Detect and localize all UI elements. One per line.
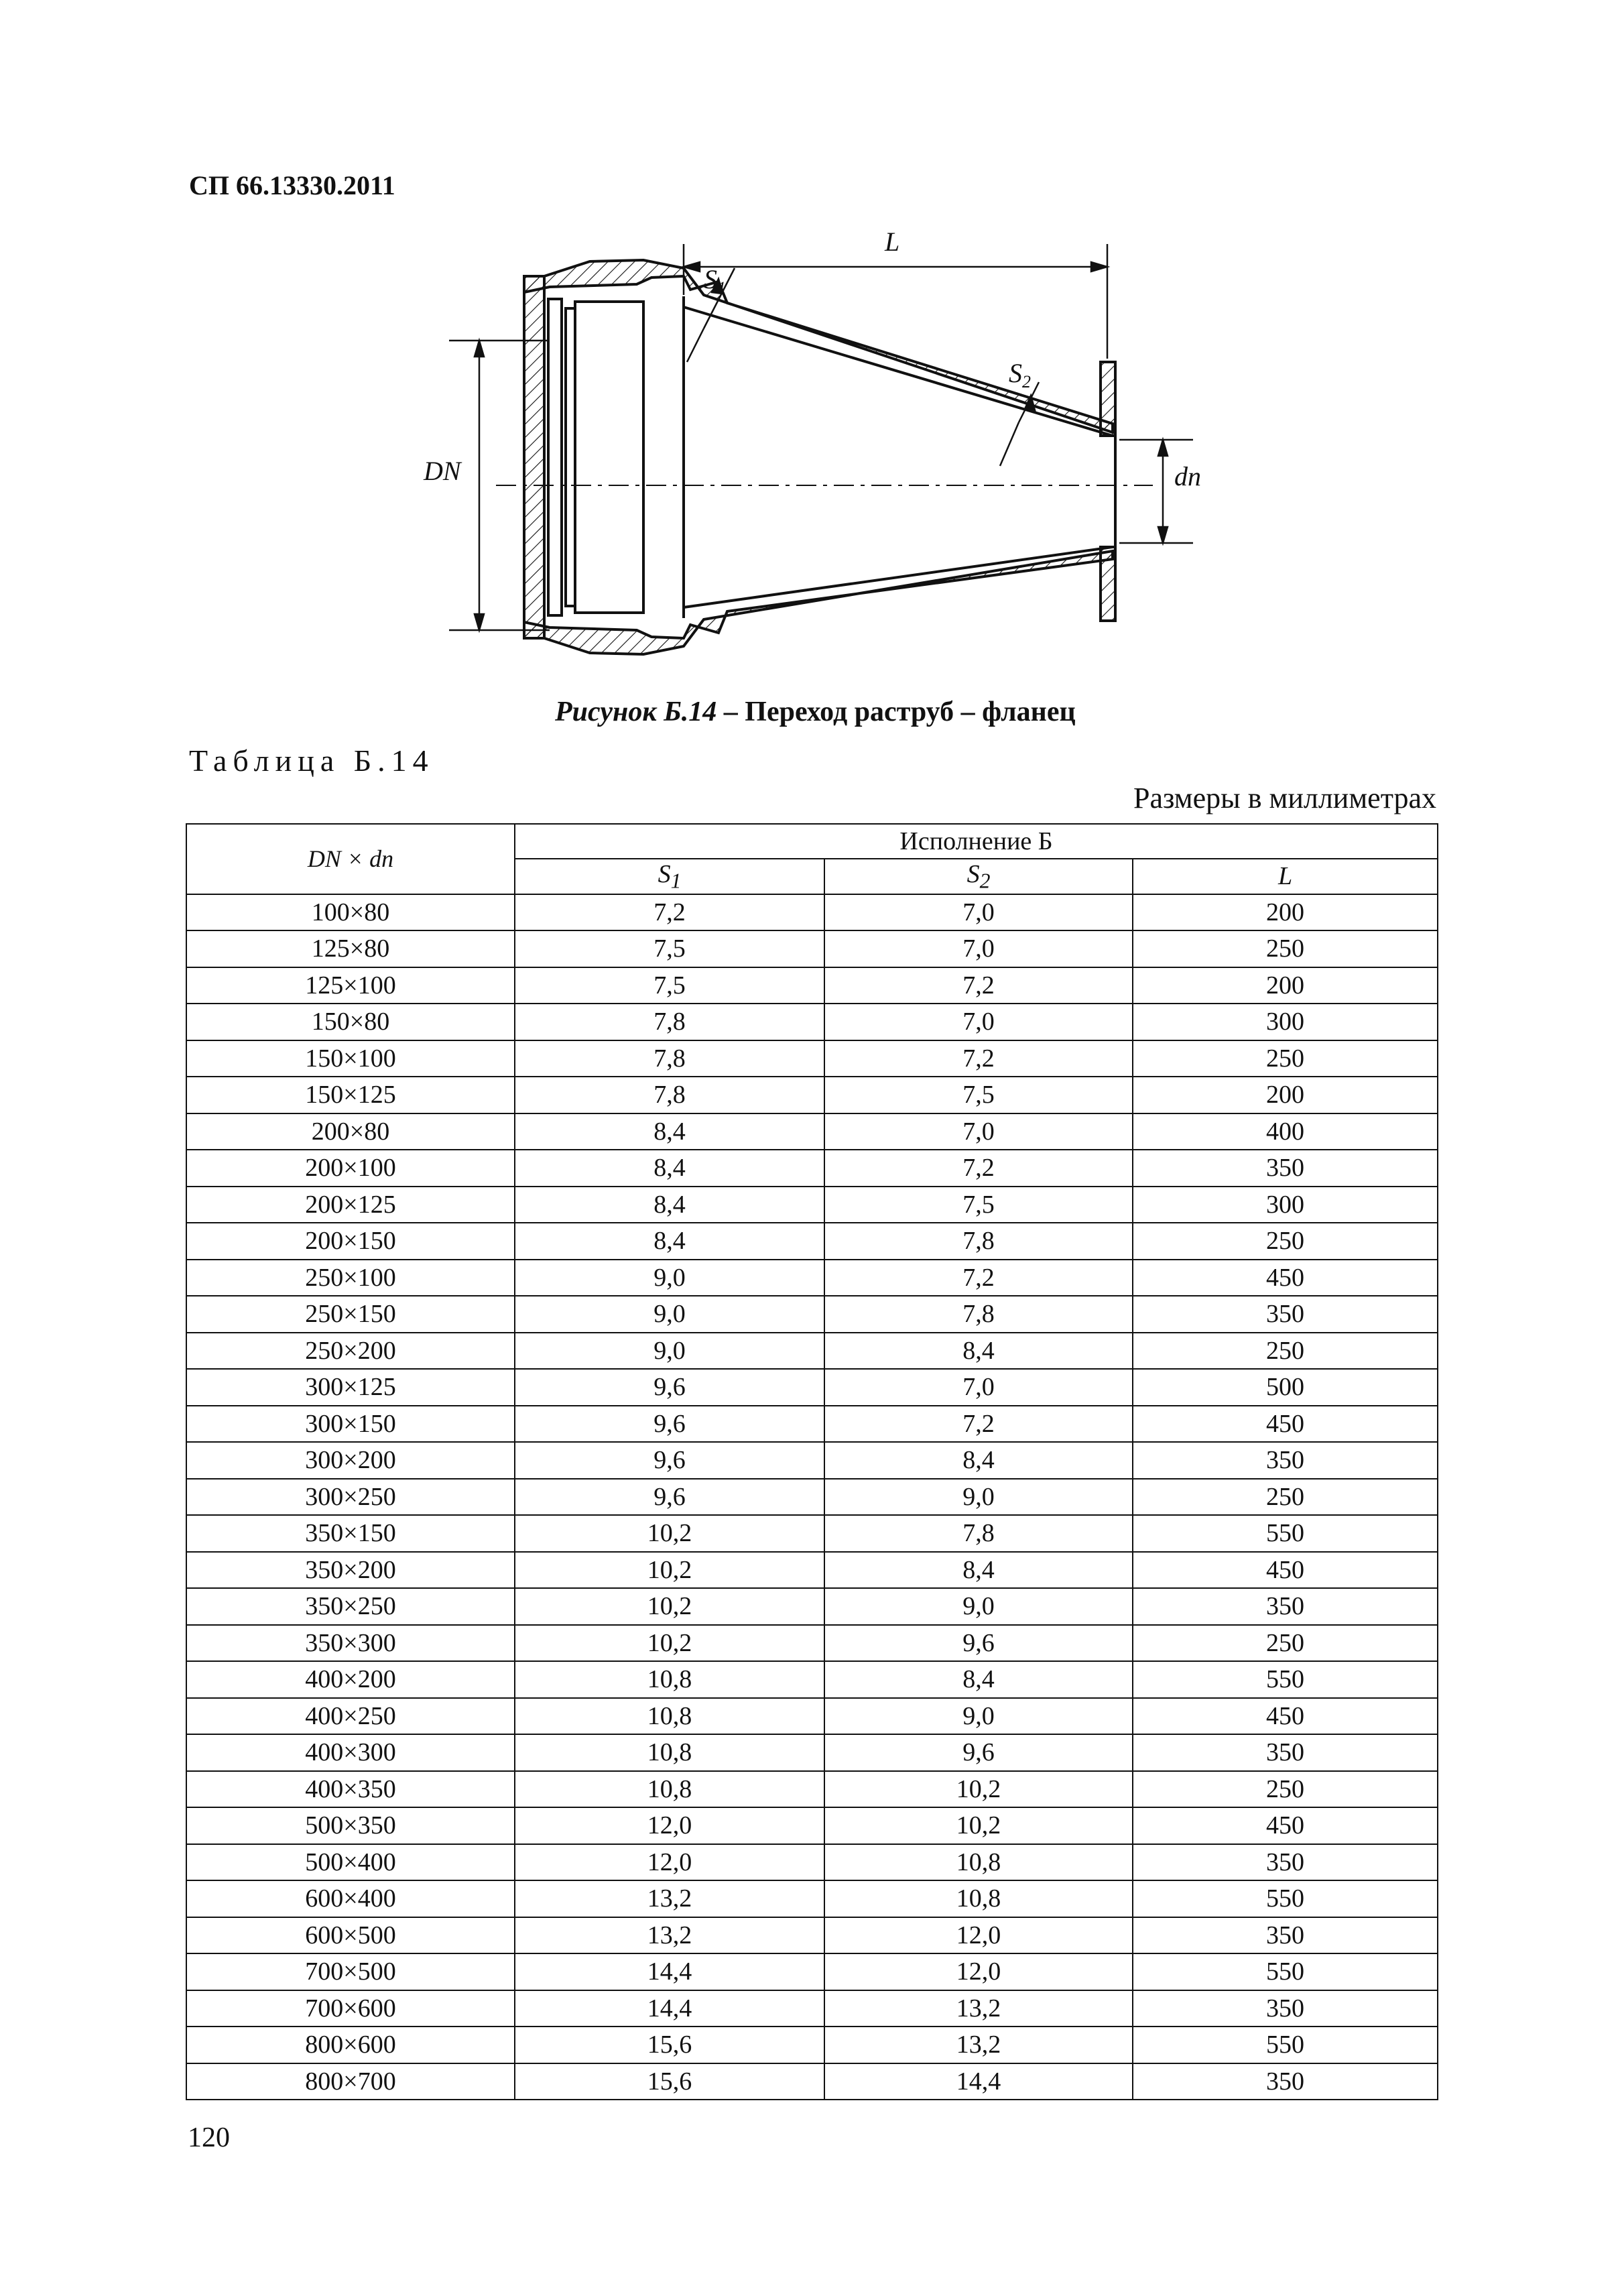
cell-s1: 8,4: [515, 1150, 824, 1187]
table-row: [186, 1077, 1438, 1113]
cell-s1: 8,4: [515, 1223, 824, 1260]
cell-s1: 10,8: [515, 1661, 824, 1698]
table-row: [186, 967, 1438, 1004]
table-row: [186, 1807, 1438, 1844]
cell-dn-dn: 400×250: [186, 1698, 515, 1735]
cell-l: 550: [1133, 2027, 1438, 2063]
cell-s2: 12,0: [824, 1917, 1133, 1954]
cell-s1: 10,8: [515, 1771, 824, 1808]
cell-dn-dn: 125×80: [186, 930, 515, 967]
label-S2: $S_2$: [1009, 358, 1031, 391]
cell-s1: 9,0: [515, 1260, 824, 1296]
header-s1: $S_1$: [515, 859, 824, 894]
table-row: [186, 1698, 1438, 1735]
cell-s1: 9,0: [515, 1333, 824, 1370]
label-S1: $S_1$: [704, 264, 726, 298]
table-title: Таблица Б.14: [189, 743, 434, 778]
cell-s1: 9,6: [515, 1369, 824, 1406]
socket-bore: [575, 302, 643, 613]
cell-s1: 10,8: [515, 1698, 824, 1735]
cell-s2: 7,8: [824, 1223, 1133, 1260]
cell-l: 300: [1133, 1004, 1438, 1040]
cell-l: 550: [1133, 1880, 1438, 1917]
table-units: Размеры в миллиметрах: [1133, 782, 1436, 814]
cell-l: 250: [1133, 1625, 1438, 1662]
cell-s2: 9,6: [824, 1734, 1133, 1771]
cell-l: 500: [1133, 1369, 1438, 1406]
table-row: [186, 2027, 1438, 2063]
cell-l: 450: [1133, 1406, 1438, 1443]
cell-s2: 7,2: [824, 1040, 1133, 1077]
cell-l: 450: [1133, 1698, 1438, 1735]
cell-l: 250: [1133, 1223, 1438, 1260]
table-row: [186, 894, 1438, 931]
cell-s2: 12,0: [824, 1953, 1133, 1990]
cell-s1: 9,0: [515, 1296, 824, 1333]
cell-l: 200: [1133, 1077, 1438, 1113]
label-L: L: [885, 228, 900, 257]
cell-dn-dn: 250×150: [186, 1296, 515, 1333]
table-row: [186, 1661, 1438, 1698]
cell-s2: 8,4: [824, 1552, 1133, 1589]
cell-s1: 12,0: [515, 1844, 824, 1881]
cone-bottom-inner: [684, 547, 1113, 607]
cell-dn-dn: 600×500: [186, 1917, 515, 1954]
cell-dn-dn: 600×400: [186, 1880, 515, 1917]
cell-s2: 9,0: [824, 1588, 1133, 1625]
cell-s1: 10,2: [515, 1625, 824, 1662]
cell-l: 250: [1133, 1479, 1438, 1516]
cell-dn-dn: 350×150: [186, 1515, 515, 1552]
cell-s1: 9,6: [515, 1406, 824, 1443]
figure-caption: [555, 696, 1076, 728]
cell-l: 350: [1133, 1990, 1438, 2027]
cell-s1: 8,4: [515, 1113, 824, 1150]
cell-s1: 7,2: [515, 894, 824, 931]
cell-s2: 8,4: [824, 1661, 1133, 1698]
cell-l: 350: [1133, 1734, 1438, 1771]
label-DN: DN: [424, 456, 461, 486]
cell-s2: 8,4: [824, 1333, 1133, 1370]
cell-l: 550: [1133, 1661, 1438, 1698]
cell-dn-dn: 400×300: [186, 1734, 515, 1771]
cell-l: 550: [1133, 1515, 1438, 1552]
cell-s2: 10,2: [824, 1807, 1133, 1844]
cell-dn-dn: 300×150: [186, 1406, 515, 1443]
cell-dn-dn: 700×500: [186, 1953, 515, 1990]
table-row: [186, 1333, 1438, 1370]
cell-dn-dn: 500×350: [186, 1807, 515, 1844]
cell-s1: 7,5: [515, 967, 824, 1004]
cell-dn-dn: 250×200: [186, 1333, 515, 1370]
table-row: [186, 1113, 1438, 1150]
table-body: [186, 894, 1438, 2100]
cell-s1: 9,6: [515, 1442, 824, 1479]
cell-dn-dn: 150×125: [186, 1077, 515, 1113]
cell-dn-dn: 200×125: [186, 1187, 515, 1223]
cell-s1: 10,8: [515, 1734, 824, 1771]
cell-l: 450: [1133, 1552, 1438, 1589]
table-row: [186, 1004, 1438, 1040]
table-row: [186, 1187, 1438, 1223]
table-row: [186, 1260, 1438, 1296]
table-row: [186, 1552, 1438, 1589]
table-row: [186, 1990, 1438, 2027]
cell-s2: 7,0: [824, 1113, 1133, 1150]
flange-bottom: [1101, 547, 1115, 621]
cell-l: 350: [1133, 1296, 1438, 1333]
table-row: [186, 1369, 1438, 1406]
cell-l: 250: [1133, 1333, 1438, 1370]
cell-dn-dn: 200×150: [186, 1223, 515, 1260]
table-row: [186, 1734, 1438, 1771]
cell-s2: 7,8: [824, 1296, 1133, 1333]
cell-dn-dn: 100×80: [186, 894, 515, 931]
cell-s1: 7,8: [515, 1077, 824, 1113]
table-row: [186, 1040, 1438, 1077]
cell-s1: 10,2: [515, 1515, 824, 1552]
header-s2: $S_2$: [824, 859, 1133, 894]
cell-dn-dn: 350×300: [186, 1625, 515, 1662]
cell-l: 350: [1133, 1442, 1438, 1479]
table-row: [186, 930, 1438, 967]
cell-s1: 9,6: [515, 1479, 824, 1516]
cell-dn-dn: 125×100: [186, 967, 515, 1004]
cell-l: 450: [1133, 1807, 1438, 1844]
cell-s2: 10,2: [824, 1771, 1133, 1808]
technical-drawing: [416, 228, 1220, 711]
cell-s1: 14,4: [515, 1953, 824, 1990]
cell-l: 200: [1133, 894, 1438, 931]
cell-dn-dn: 250×100: [186, 1260, 515, 1296]
cell-s2: 13,2: [824, 1990, 1133, 2027]
reducer-drawing: [416, 228, 1220, 711]
socket-ring-2: [566, 308, 575, 606]
cell-dn-dn: 200×100: [186, 1150, 515, 1187]
cell-s1: 10,2: [515, 1552, 824, 1589]
cell-s1: 8,4: [515, 1187, 824, 1223]
cell-s1: 7,8: [515, 1040, 824, 1077]
cell-dn-dn: 400×350: [186, 1771, 515, 1808]
cell-s2: 7,0: [824, 894, 1133, 931]
document-code: СП 66.13330.2011: [189, 170, 395, 200]
figure-number: Рисунок Б.14: [555, 697, 717, 727]
dimensions-table: [186, 823, 1438, 2100]
flange-top: [1101, 362, 1115, 436]
cell-l: 250: [1133, 1771, 1438, 1808]
cell-l: 300: [1133, 1187, 1438, 1223]
table-row: [186, 1625, 1438, 1662]
table-row: [186, 1223, 1438, 1260]
cell-s2: 7,2: [824, 967, 1133, 1004]
cell-l: 400: [1133, 1113, 1438, 1150]
table-row: [186, 1588, 1438, 1625]
table-row: [186, 1953, 1438, 1990]
cell-s1: 13,2: [515, 1917, 824, 1954]
socket-outer: [524, 276, 544, 638]
figure-title: – Переход раструб – фланец: [716, 697, 1076, 727]
cell-s2: 7,2: [824, 1150, 1133, 1187]
cell-s2: 8,4: [824, 1442, 1133, 1479]
cell-s1: 14,4: [515, 1990, 824, 2027]
header-dn-dn: DN × dn: [186, 824, 515, 894]
cell-dn-dn: 700×600: [186, 1990, 515, 2027]
cell-l: 550: [1133, 1953, 1438, 1990]
cell-dn-dn: 500×400: [186, 1844, 515, 1881]
cell-dn-dn: 300×250: [186, 1479, 515, 1516]
table-row: [186, 1150, 1438, 1187]
cell-s2: 9,6: [824, 1625, 1133, 1662]
cell-l: 350: [1133, 2063, 1438, 2100]
cell-s1: 7,5: [515, 930, 824, 967]
cell-s2: 9,0: [824, 1698, 1133, 1735]
cell-s2: 14,4: [824, 2063, 1133, 2100]
cell-l: 250: [1133, 1040, 1438, 1077]
cell-dn-dn: 350×200: [186, 1552, 515, 1589]
cell-dn-dn: 200×80: [186, 1113, 515, 1150]
table-row: [186, 1479, 1438, 1516]
table-row: [186, 1406, 1438, 1443]
cell-s2: 7,2: [824, 1406, 1133, 1443]
cell-s2: 7,2: [824, 1260, 1133, 1296]
cell-s2: 7,0: [824, 930, 1133, 967]
cell-dn-dn: 400×200: [186, 1661, 515, 1698]
cell-s1: 13,2: [515, 1880, 824, 1917]
cell-l: 250: [1133, 930, 1438, 967]
page-number: 120: [188, 2122, 230, 2153]
cell-s1: 10,2: [515, 1588, 824, 1625]
table-row: [186, 2063, 1438, 2100]
table-row: [186, 1917, 1438, 1954]
cell-dn-dn: 300×200: [186, 1442, 515, 1479]
cell-l: 450: [1133, 1260, 1438, 1296]
cell-l: 350: [1133, 1588, 1438, 1625]
cell-dn-dn: 150×80: [186, 1004, 515, 1040]
cell-dn-dn: 800×700: [186, 2063, 515, 2100]
cell-s2: 9,0: [824, 1479, 1133, 1516]
cell-s2: 10,8: [824, 1880, 1133, 1917]
cell-s2: 13,2: [824, 2027, 1133, 2063]
cell-s2: 7,0: [824, 1369, 1133, 1406]
cell-l: 350: [1133, 1844, 1438, 1881]
table-row: [186, 1296, 1438, 1333]
cone-top-inner: [684, 307, 1113, 436]
socket-ring-1: [548, 299, 562, 615]
cell-s2: 7,0: [824, 1004, 1133, 1040]
table-row: [186, 1515, 1438, 1552]
cell-l: 200: [1133, 967, 1438, 1004]
header-variant: Исполнение Б: [515, 824, 1438, 859]
header-l: L: [1133, 859, 1438, 894]
cell-dn-dn: 350×250: [186, 1588, 515, 1625]
cell-s2: 7,5: [824, 1077, 1133, 1113]
cell-s2: 7,5: [824, 1187, 1133, 1223]
cell-dn-dn: 150×100: [186, 1040, 515, 1077]
cell-dn-dn: 800×600: [186, 2027, 515, 2063]
label-dn: dn: [1174, 461, 1201, 491]
cell-s1: 12,0: [515, 1807, 824, 1844]
cell-s1: 15,6: [515, 2027, 824, 2063]
cell-s2: 7,8: [824, 1515, 1133, 1552]
cell-l: 350: [1133, 1150, 1438, 1187]
table-row: [186, 1442, 1438, 1479]
table-row: [186, 1880, 1438, 1917]
table-row: [186, 1771, 1438, 1808]
cell-s2: 10,8: [824, 1844, 1133, 1881]
bottom-wall: [524, 551, 1113, 654]
cell-s1: 7,8: [515, 1004, 824, 1040]
cell-dn-dn: 300×125: [186, 1369, 515, 1406]
table-row: [186, 1844, 1438, 1881]
cell-s1: 15,6: [515, 2063, 824, 2100]
cell-l: 350: [1133, 1917, 1438, 1954]
